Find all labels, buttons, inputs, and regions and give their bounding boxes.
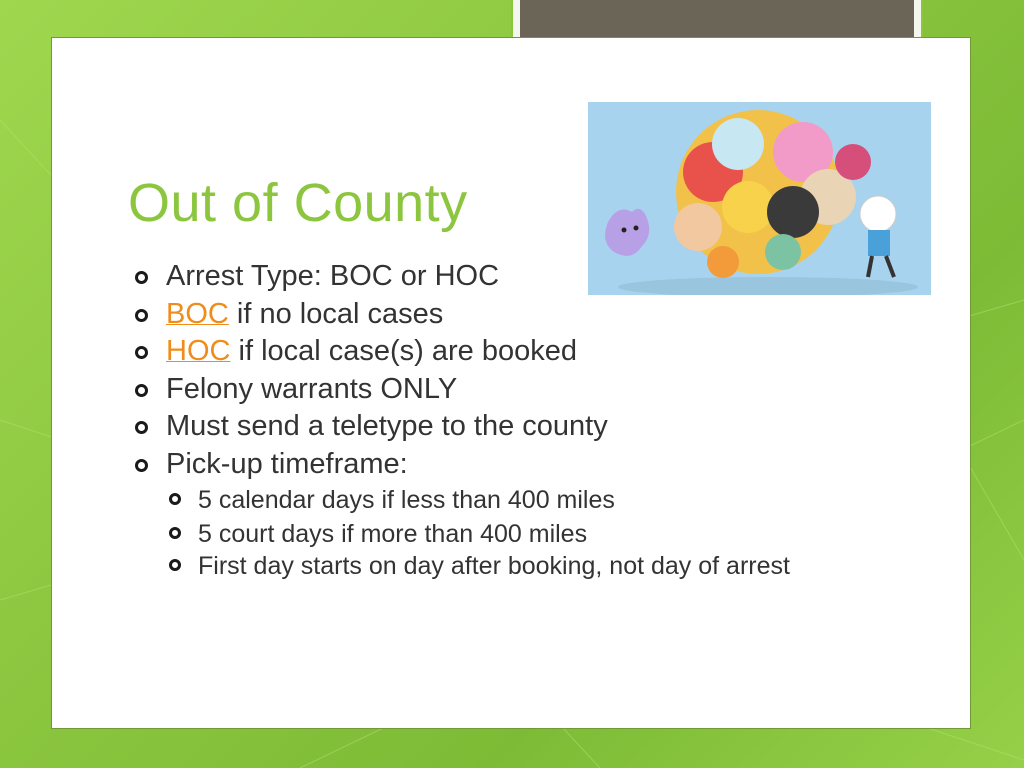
bullet-marker-icon [169, 493, 181, 505]
bullet-pickup [132, 446, 872, 484]
bullet-text: Felony warrants ONLY [166, 372, 458, 405]
bullet-marker-icon [169, 527, 181, 539]
sub-bullet-calendar-days [132, 483, 872, 517]
bullet-text: if local case(s) are booked [230, 335, 578, 367]
hoc-link[interactable]: HOC [166, 335, 231, 367]
bullet-text: Must send a teletype to the county [166, 410, 608, 442]
bullet-marker-icon [135, 459, 148, 472]
bullet-boc [132, 296, 872, 334]
bullet-marker-icon [169, 559, 181, 571]
bullet-marker-icon [135, 421, 148, 434]
bullet-text: Pick-up timeframe: [166, 447, 408, 480]
bullet-list [132, 258, 872, 580]
bullet-marker-icon [135, 384, 148, 397]
boc-link[interactable]: BOC [166, 297, 229, 330]
bullet-arrest-type [132, 258, 872, 296]
bullet-text: First day starts on day after booking, not day of arrest [198, 552, 790, 580]
bullet-text: if no local cases [228, 297, 444, 330]
bullet-teletype [132, 408, 872, 446]
bullet-marker-icon [135, 346, 148, 359]
bullet-text: Arrest Type: BOC or HOC [166, 260, 500, 292]
bullet-marker-icon [135, 309, 148, 322]
sub-bullet-court-days [132, 517, 872, 551]
bullet-text: 5 court days if more than 400 miles [198, 520, 588, 548]
bullet-felony [132, 371, 872, 409]
bullet-text: 5 calendar days if less than 400 miles [198, 486, 615, 514]
bullet-marker-icon [135, 271, 148, 284]
slide-title: Out of County [128, 173, 468, 233]
bullet-hoc [132, 333, 872, 371]
sub-bullet-first-day [132, 551, 858, 580]
